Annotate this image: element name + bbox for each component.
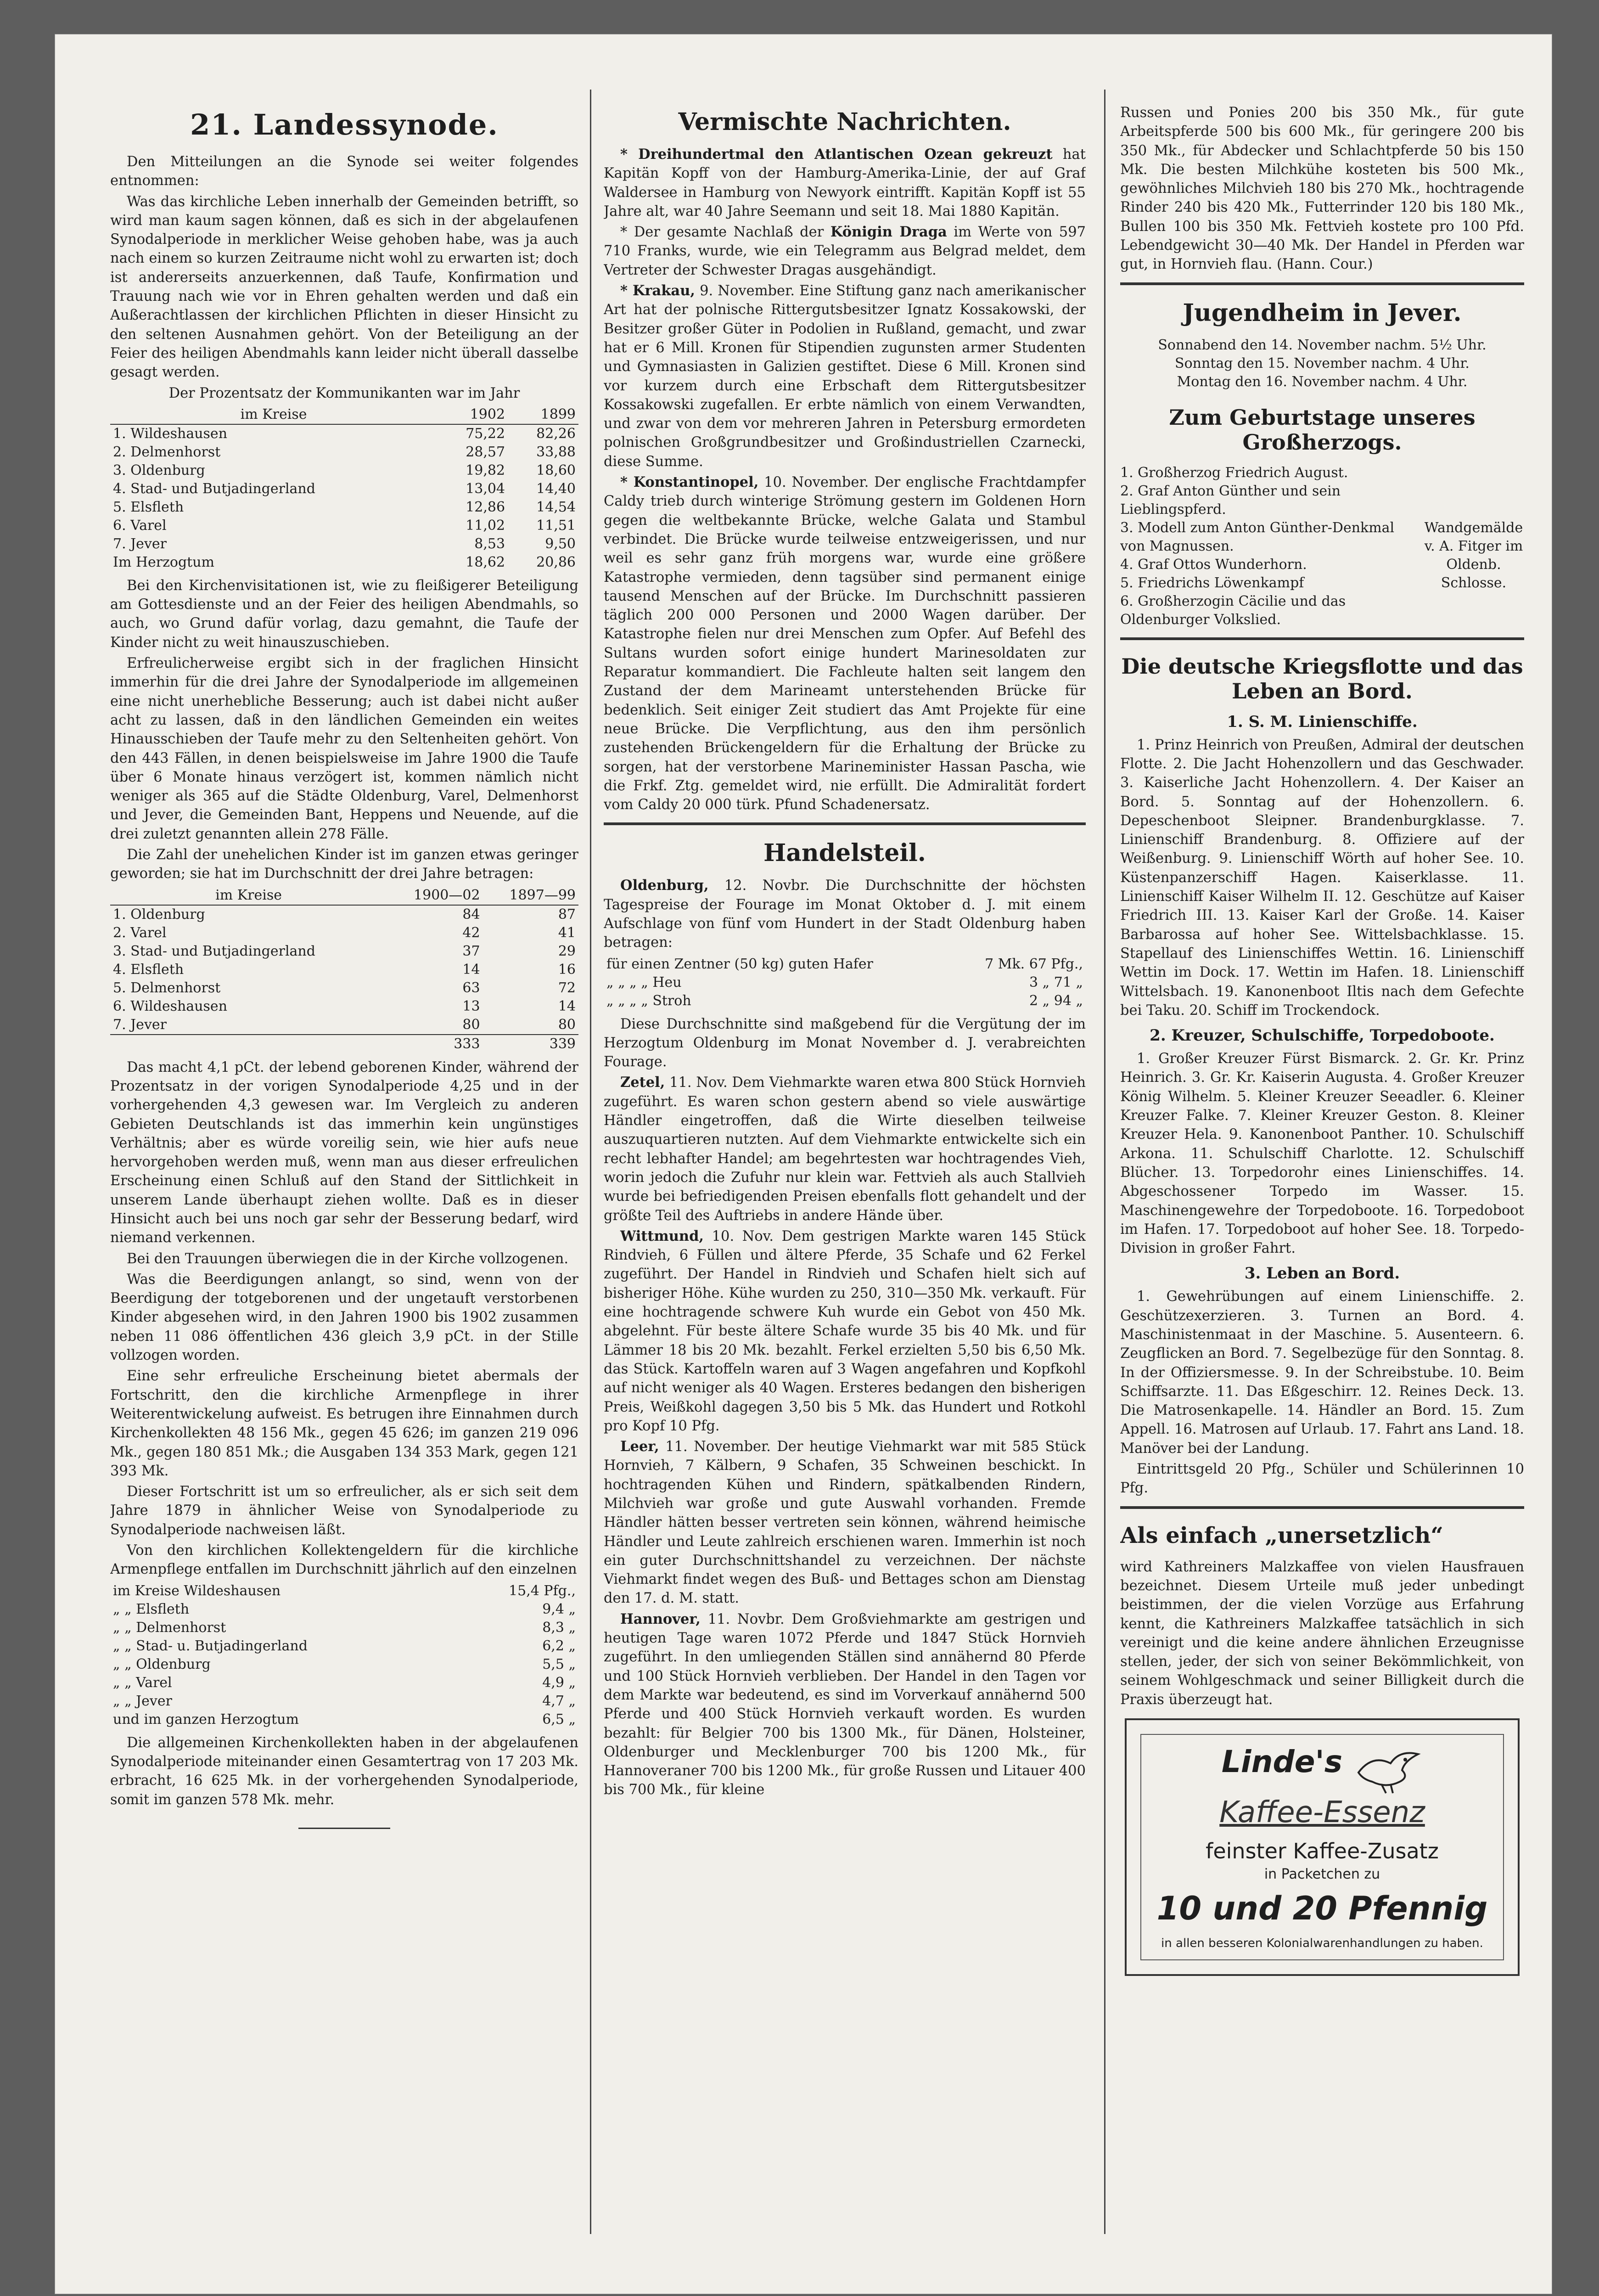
- event-date: Sonntag den 15. November nachm. 4 Uhr.: [1175, 355, 1470, 371]
- table-row: [110, 1582, 578, 1600]
- paragraph: Dieser Fortschritt ist um so erfreulicher, als er sich seit dem Jahre 1879 in ähnlicher Weise von Synodalperiode zu Synodalperiode nachweisen läßt.: [110, 1484, 578, 1538]
- news-lead: * Konstantinopel,: [620, 474, 759, 491]
- table-cell: 15,4 Pfg.,: [509, 1582, 576, 1599]
- program-item: 4. Graf Ottos Wunderhorn.: [1120, 556, 1307, 573]
- table-cell: 11,02: [466, 517, 505, 534]
- illegitimate-births-table: [110, 886, 578, 1053]
- end-rule: [298, 1828, 390, 1829]
- table-cell: 2 „ 94 „: [1029, 992, 1083, 1009]
- subsection-title: 2. Kreuzer, Schulschiffe, Torpedoboote.: [1150, 1026, 1495, 1045]
- table-cell: 1. Oldenburg: [113, 906, 205, 923]
- table-row: [110, 1655, 578, 1674]
- table-cell: 9,50: [545, 535, 576, 552]
- paragraph: 1. Großer Kreuzer Fürst Bismarck. 2. Gr. Kr. Prinz Heinrich. 3. Gr. Kr. Kaiserin Augusta. 4. Großer Kreuzer König Wilhelm. 5. Kleiner Kreuzer Seeadler. 6. Kleiner Kreuzer Falke. 7. Kleiner Kreuzer Geston. 8. Kleiner Kreuzer Hela. 9. Kanonenboot Panther. 10. Schulschiff Arkona. 11. Schulschiff Charlotte. 12. Schulschiff Blücher. 13. Torpedorohr eines Linienschiffes. 14. Abgeschossener Torpedo im Wasser. 15. Maschinengewehre der Torpedoboote. 16. Torpedoboot im Hafen. 17. Torpedoboot auf hoher See. 18. Torpedo-Division in großer Fahrt.: [1120, 1051, 1524, 1257]
- table-cell: 84: [462, 906, 480, 923]
- table-header: im Kreise: [110, 405, 437, 424]
- table-row: [110, 1637, 578, 1655]
- trade-text: 11. November. Der heutige Viehmarkt war mit 585 Stück Hornvieh, 7 Kälbern, 9 Schafen, 35 Schweinen beschickt. In hochtragenden Kühen und Rindern, spätkalbenden Rindern, Milchvieh war große und gute Auswahl vorhanden. Fremde Händler hätten besser vertreten sein können, während heimische Händler und Leute zahlreich erschienen waren. Immerhin ist noch ein guter Durchschnittshandel zu verzeichnen. Der nächste Viehmarkt findet wegen des Buß- und Bettages schon am Dienstag den 17. d. M. statt.: [604, 1439, 1086, 1607]
- table-caption: Der Prozentsatz der Kommunikanten war im Jahr: [168, 385, 520, 401]
- table-row: [110, 424, 578, 443]
- table-cell: 82,26: [536, 425, 576, 442]
- section-title: Vermischte Nachrichten.: [678, 108, 1011, 136]
- table-cell: 16: [558, 961, 576, 978]
- table-row: [110, 905, 578, 924]
- table-cell: 5,5 „: [542, 1656, 576, 1672]
- table-cell: 42: [462, 924, 480, 941]
- ad-text: wird Kathreiners Malzkaffee von vielen Hausfrauen bezeichnet. Diesem Urteile muß jeder unbedingt beistimmen, der die vielen Vorzüge aus Erfahrung kennt, die Kathreiners Malzkaffee tatsächlich in sich vereinigt und die keine andere ähnlichen Erzeugnisse stellen, jeder, der sich von seiner Bekömmlichkeit, von seinem Wohlgeschmack und seiner Billigkeit durch die Praxis überzeugt hat.: [1120, 1559, 1524, 1708]
- trade-place: Hannover,: [620, 1610, 701, 1627]
- trade-text: 11. Nov. Dem Viehmarkte waren etwa 800 Stück Hornvieh zugeführt. Es waren schon gestern abend so viele auswärtige Händler eingetroffen, daß die Wirte dieselben teilweise auszuquartieren nutzten. Auf dem Viehmarkte entwickelte sich ein recht lebhafter Handel; am begehrtesten war hochtragendes Vieh, worin jedoch die Zufuhr nur klein war. Fettvieh als auch Stallvieh wurde bei befriedigenden Preisen ebenfalls flott gehandelt und der größte Teil des Auftriebs in andere Hände über.: [604, 1075, 1086, 1224]
- table-cell: 6,2 „: [542, 1638, 576, 1654]
- table-cell: 339: [483, 1035, 578, 1053]
- column-anzeigen: [1120, 103, 1524, 2216]
- news-item: [604, 145, 1086, 221]
- table-cell: 14: [558, 998, 576, 1014]
- table-cell: 33,88: [536, 444, 576, 460]
- table-cell: 2. Varel: [113, 924, 167, 941]
- program-list: [1120, 464, 1524, 629]
- table-row: [110, 961, 578, 979]
- event-title: Die deutsche Kriegsflotte und das Leben an Bord.: [1121, 653, 1523, 703]
- table-cell: 9,4 „: [542, 1601, 576, 1617]
- table-cell: „ „ Oldenburg: [113, 1656, 211, 1672]
- table-cell: 7. Jever: [113, 535, 167, 552]
- table-cell: 12,86: [466, 499, 505, 515]
- table-cell: 333: [387, 1035, 483, 1053]
- table-cell: „ „ Delmenhorst: [113, 1619, 226, 1636]
- table-cell: 5. Delmenhorst: [113, 979, 221, 996]
- communicants-table: [110, 405, 578, 572]
- table-row: [604, 992, 1086, 1010]
- table-row: [110, 480, 578, 498]
- table-cell: 6. Wildeshausen: [113, 998, 228, 1014]
- table-cell: „ „ Varel: [113, 1674, 172, 1691]
- subsection-title: 1. S. M. Linienschiffe.: [1227, 712, 1418, 731]
- trade-place: Wittmund,: [620, 1227, 704, 1244]
- table-cell: 7. Jever: [113, 1016, 167, 1033]
- program-item: 3. Modell zum Anton Günther-Denkmal von Magnussen.: [1120, 519, 1395, 554]
- ad-description: feinster Kaffee-Zusatz: [1206, 1838, 1439, 1863]
- column-landessynode: [110, 103, 578, 2216]
- table-row: [110, 443, 578, 461]
- trade-text: 12. Novbr. Die Durchschnitte der höchsten Tagespreise der Fourage im Monat Oktober d. J. mit einem Aufschlage von fünf vom Hundert in der Stadt Oldenburg haben betragen:: [604, 878, 1086, 951]
- table-cell: 13: [462, 998, 480, 1014]
- collection-table: [110, 1582, 578, 1729]
- news-name: Königin Draga: [830, 224, 947, 241]
- table-row: [110, 1016, 578, 1035]
- table-cell: 18,62: [466, 554, 505, 570]
- paragraph: Die allgemeinen Kirchenkollekten haben in der abgelaufenen Synodalperiode miteinander einen Gesamtertrag von 17 203 Mk. erbracht, 16 625 Mk. in der vorhergehenden Synodalperiode, somit im ganzen 578 Mk. mehr.: [110, 1734, 578, 1808]
- program-item: 5. Friedrichs Löwenkampf: [1120, 574, 1304, 591]
- table-cell: 8,3 „: [542, 1619, 576, 1636]
- table-cell: 4. Stad- und Butjadingerland: [113, 480, 315, 497]
- ad-packaging: in Packetchen zu: [1264, 1866, 1380, 1882]
- paragraph: Bei den Trauungen überwiegen die in der Kirche vollzogenen.: [127, 1250, 569, 1267]
- trade-item: [604, 1227, 1086, 1435]
- table-cell: 6,5 „: [542, 1711, 576, 1728]
- section-divider: [1120, 282, 1524, 285]
- program-item: 2. Graf Anton Günther und sein Lieblingspferd.: [1120, 483, 1341, 518]
- table-row: [110, 498, 578, 517]
- section-divider: [1120, 637, 1524, 640]
- table-cell: und im ganzen Herzogtum: [113, 1711, 299, 1728]
- table-cell: 4,9 „: [542, 1674, 576, 1691]
- table-cell: 4,7 „: [542, 1693, 576, 1709]
- table-cell: im Kreise Wildeshausen: [113, 1582, 281, 1599]
- table-cell: Im Herzogtum: [113, 554, 214, 570]
- news-text: 10. November. Der englische Frachtdampfer Caldy trieb durch winterige Strömung gestern im Goldenen Horn gegen die weltbekannte Brücke, welche Galata und Stambul verbindet. Die Brücke wurde teilweise entzweigerissen, und nur weil es sehr ganz früh morgens war, wurde eine größere Katastrophe vermieden, denn tagsüber sind permanent einige tausend Menschen auf der Brücke. Im Durchschnitt passieren täglich 200 000 Personen und 2000 Wagen darüber. Der Katastrophe fielen nur drei Menschen zum Opfer. Auf Befehl des Sultans wurden sofort einige hundert Marinesoldaten zur Reparatur kommandiert. Die Fachleute halten seit langem den Zustand der dem Marineamt unterstehenden Brücke für bedenklich. Seit einiger Zeit studiert das Amt Projekte für eine neue Brücke. Die Verpflichtung, aus den ihm persönlich zustehenden Brückengeldern für die Erhaltung der Brücke zu sorgen, hat der verstorbene Marineminister Hassan Pascha, wie die Frkf. Ztg. gemeldet wird, nie erfüllt. Die Admiralität fordert vom Caldy 20 000 türk. Pfund Schadenersatz.: [604, 474, 1086, 813]
- trade-place: Leer,: [620, 1438, 659, 1455]
- table-cell: 75,22: [466, 425, 505, 442]
- table-cell: 6. Varel: [113, 517, 167, 534]
- paragraph: Russen und Ponies 200 bis 350 Mk., für gute Arbeitspferde 500 bis 600 Mk., für geringere 200 bis 350 Mk., für Abdecker und Schlachtpferde 50 bis 150 Mk. Die besten Milchkühe kosteten bis 500 Mk., gewöhnliches Milchvieh 180 bis 270 Mk., hochtragende Rinder 240 bis 420 Mk., Futterrinder 120 bis 180 Mk., Bullen 100 bis 350 Mk. Fettvieh kostete pro 100 Pfd. Lebendgewicht 30—40 Mk. Der Handel in Pferden war gut, in Hornvieh flau. (Hann. Cour.): [1120, 105, 1524, 273]
- paragraph: Eine sehr erfreuliche Erscheinung bietet abermals der Fortschritt, den die kirchliche Armenpflege in ihrer Weiterentwickelung aufweist. Es betrugen ihre Einnahmen durch Kirchenkollekten 48 156 Mk., gegen 45 626; im ganzen 219 096 Mk., gegen 180 851 Mk.; die Ausgaben 134 353 Mark, gegen 121 393 Mk.: [110, 1368, 578, 1479]
- table-header: im Kreise: [110, 886, 387, 905]
- newspaper-page: [55, 34, 1552, 2294]
- news-item: [604, 473, 1086, 814]
- table-row: [110, 1711, 578, 1729]
- paragraph: Den Mitteilungen an die Synode sei weiter folgendes entnommen:: [110, 154, 578, 189]
- event-date: Sonnabend den 14. November nachm. 5½ Uhr.: [1158, 337, 1487, 353]
- table-row: [604, 955, 1086, 974]
- trade-item: [604, 1437, 1086, 1608]
- table-row: [110, 997, 578, 1016]
- paragraph: Was das kirchliche Leben innerhalb der Gemeinden betrifft, so wird man kaum sagen können, daß es sich in der abgelaufenen Synodalperiode in merklicher Weise gehoben habe, was ja auch nach einem so kurzen Zeitraume nicht wohl zu erwarten ist; doch ist andererseits anzuerkennen, daß Taufe, Konfirmation und Trauung nach wie vor in Ehren gehalten werden und daß ein Außerachtlassen der kirchlichen Pflichten in dieser Hinsicht zu den seltenen Ausnahmen gehört. Von der Beteiligung an der Feier des heiligen Abendmahls kann leider nicht überall dasselbe gesagt werden.: [110, 193, 578, 381]
- paragraph: Von den kirchlichen Kollektengeldern für die kirchliche Armenpflege entfallen im Durchschnitt jährlich auf den einzelnen: [110, 1542, 578, 1578]
- program-item: 1. Großherzog Friedrich August.: [1120, 464, 1348, 481]
- paragraph: 1. Gewehrübungen auf einem Linienschiffe. 2. Geschützexerzieren. 3. Turnen an Bord. 4. Maschinistenmaat in der Maschine. 5. Ausenteern. 6. Zeugflicken an Bord. 7. Segelbezüge für den Sonntag. 8. In der Offiziersmesse. 9. In der Schreibstube. 10. Beim Schiffsarzte. 11. Das Eßgeschirr. 12. Reines Deck. 13. Die Matrosenkapelle. 14. Händler an Bord. 15. Zum Appell. 16. Matrosen auf Urlaub. 17. Fahrt ans Land. 18. Manöver bei der Landung.: [1120, 1289, 1524, 1457]
- table-row: [110, 979, 578, 997]
- table-cell: 14,54: [536, 499, 576, 515]
- trade-item: [604, 1073, 1086, 1225]
- news-text: 9. November. Eine Stiftung ganz nach amerikanischer Art hat der polnische Rittergutsbesitzer Ignatz Kossakowski, der Besitzer großer Güter in Podolien in Rußland, gemacht, und zwar hat er 6 Mill. Kronen für Stipendien zugunsten armer Studenten und Gymnasiasten in Galizien gestiftet. Diese 6 Mill. Kronen sind vor kurzem durch eine Erbschaft dem Rittergutsbesitzer Kossakowski zugefallen. Er erbte nämlich von einem Verwandten, und zwar von dem vor mehreren Jahren in Petersburg ermordeten polnischen Großgrundbesitzer und Großindustriellen Czarnecki, diese Summe.: [604, 283, 1086, 470]
- paragraph: Das macht 4,1 pCt. der lebend geborenen Kinder, während der Prozentsatz in der vorigen Synodalperiode 4,25 und in der vorhergehenden 4,3 gewesen war. Im Vergleich zu anderen Gebieten Deutschlands ist das immerhin kein ungünstiges Verhältnis; aber es würde voreilig sein, wie hier aufs neue hervorgehoben werden muß, wenn man aus dieser erfreulichen Erscheinung einen Schluß auf den Stand der Sittlichkeit in unserem Lande überhaupt ziehen wollte. Daß es in dieser Hinsicht auch bei uns noch gar sehr der Besserung bedarf, wird niemand verkennen.: [110, 1059, 578, 1246]
- news-text: im Werte von 597 710 Franks, wurde, wie ein Telegramm aus Belgrad meldet, dem Vertreter der Schwester Dragas ausgehändigt.: [604, 224, 1086, 278]
- paragraph: Was die Beerdigungen anlangt, so sind, wenn von der Beerdigung der totgeborenen und der ungetauft verstorbenen Kinder abgesehen wird, in den Jahren 1900 bis 1902 zusammen neben 11 086 öffentlichen 436 gleich 3,9 pCt. in der Stille vollzogen worden.: [110, 1271, 578, 1364]
- table-row: [110, 1600, 578, 1619]
- table-cell: 7 Mk. 67 Pfg.,: [985, 956, 1083, 972]
- table-cell: 4. Elsfleth: [113, 961, 184, 978]
- subsection-title: 3. Leben an Bord.: [1244, 1264, 1400, 1283]
- table-cell: 3. Oldenburg: [113, 462, 205, 478]
- paragraph: 1. Prinz Heinrich von Preußen, Admiral der deutschen Flotte. 2. Die Jacht Hohenzollern und das Geschwader. 3. Kaiserliche Jacht Hohenzollern. 4. Der Kaiser an Bord. 5. Sonntag auf der Hohenzollern. 6. Depeschenboot Sleipner. Brandenburgklasse. 7. Linienschiff Brandenburg. 8. Offiziere auf der Weißenburg. 9. Linienschiff Wörth auf hoher See. 10. Küstenpanzerschiff Hagen. Kaiserklasse. 11. Linienschiff Kaiser Wilhelm II. 12. Geschütze auf Kaiser Friedrich III. 13. Kaiser Karl der Große. 14. Kaiser Barbarossa auf hoher See. Wittelsbachklasse. 15. Stapellauf des Linienschiffes Wettin. 16. Linienschiff Wettin im Dock. 17. Wettin im Hafen. 18. Linienschiff Wittelsbach. 19. Kanonenboot Iltis nach dem Gefechte bei Taku. 20. Schiff im Trockendock.: [1120, 737, 1524, 1019]
- table-row: [604, 974, 1086, 992]
- trade-text: 11. Novbr. Dem Großviehmarkte am gestrigen und heutigen Tage waren 1072 Pferde und 1847 Stück Hornvieh zugeführt. In den umliegenden Ställen sind annähernd 80 Pferde und 100 Stück Hornvieh verblieben. Der Handel in den Tagen vor dem Markte war bedeutend, es sind im Vorverkauf annähernd 500 Pferde und 400 Stück Hornvieh verkauft worden. Es wurden bezahlt: für Belgier 700 bis 1300 Mk., für Dänen, Holsteiner, Oldenburger und Mecklenburger 700 bis 1200 Mk., für Hannoveraner 700 bis 1200 Mk., für große Russen und Litauer 400 bis 700 Mk., für kleine: [604, 1611, 1086, 1798]
- linde-advertisement: [1125, 1718, 1520, 1976]
- news-text: hat Kapitän Kopff von der Hamburg-Amerika-Linie, der auf Graf Waldersee in Hamburg von Newyork eintrifft. Kapitän Kopff ist 55 Jahre alt, war 40 Jahre Seemann und seit 18. Mai 1880 Kapitän.: [604, 146, 1086, 219]
- table-row: [110, 553, 578, 572]
- ad-availability: in allen besseren Kolonialwarenhandlungen zu haben.: [1161, 1936, 1483, 1950]
- table-cell: [110, 1035, 387, 1053]
- table-cell: 2. Delmenhorst: [113, 444, 221, 460]
- table-header: 1899: [508, 405, 578, 424]
- table-row: [110, 517, 578, 535]
- table-cell: 29: [558, 943, 576, 959]
- ad-title: Als einfach „unersetzlich“: [1120, 1522, 1443, 1548]
- table-cell: 63: [462, 979, 480, 996]
- event-date: Montag den 16. November nachm. 4 Uhr.: [1177, 373, 1468, 390]
- table-row: [110, 535, 578, 553]
- section-divider: [604, 822, 1086, 825]
- column-divider: [590, 90, 591, 2234]
- ad-brand: Linde's: [1221, 1744, 1343, 1780]
- trade-place: Oldenburg,: [620, 877, 709, 894]
- table-cell: 37: [462, 943, 480, 959]
- section-title: Handelsteil.: [763, 839, 926, 867]
- table-cell: „ „ Stad- u. Butjadingerland: [113, 1638, 308, 1654]
- paragraph: Die Zahl der unehelichen Kinder ist im ganzen etwas geringer geworden; sie hat im Durchschnitt der drei Jahre betragen:: [110, 847, 578, 882]
- paragraph: Bei den Kirchenvisitationen ist, wie zu fleißigerer Beteiligung am Gottesdienste und an der Feier des heiligen Abendmahls, so auch, wo Grund dafür vorlag, dazu gemahnt, die Taufe der Kinder nicht zu weit hinauszuschieben.: [110, 577, 578, 651]
- table-row: [110, 1619, 578, 1637]
- table-row: [110, 1674, 578, 1692]
- column-divider: [1104, 90, 1105, 2234]
- ad-product: Kaffee-Essenz: [1219, 1795, 1425, 1829]
- table-cell: 14,40: [536, 480, 576, 497]
- table-sum-row: [110, 1035, 578, 1053]
- news-lead: * Dreihundertmal den Atlantischen Ozean gekreuzt: [620, 146, 1053, 163]
- table-cell: „ „ „ „ Heu: [606, 974, 682, 990]
- ad-price: 10 und 20 Pfennig: [1156, 1889, 1488, 1927]
- bird-icon: [1354, 1745, 1423, 1795]
- table-cell: 41: [558, 924, 576, 941]
- table-header: 1900—02: [387, 886, 483, 905]
- table-header: 1902: [437, 405, 508, 424]
- table-cell: 13,04: [466, 480, 505, 497]
- table-cell: „ „ Jever: [113, 1693, 172, 1709]
- fourage-table: [604, 955, 1086, 1010]
- table-cell: 80: [462, 1016, 480, 1033]
- table-cell: 14: [462, 961, 480, 978]
- trade-text: 10. Nov. Dem gestrigen Markte waren 145 Stück Rindvieh, 6 Füllen und ältere Pferde, 35 Schafe und 62 Ferkel zugeführt. Der Handel in Rindvieh und Schafen hielt sich auf bisheriger Höhe. Kühe wurden zu 250, 310—350 Mk. verkauft. Für eine hochtragende schwere Kuh wurde ein Gebot von 450 Mk. abgelehnt. Für beste ältere Schafe wurde 35 bis 40 Mk. und für Lämmer 18 bis 20 Mk. bezahlt. Ferkel erzielten 5,50 bis 6,50 Mk. das Stück. Kartoffeln waren auf 3 Wagen angefahren und Kopfkohl auf nicht weniger als 40 Wagen. Ersteres bedangen den bisherigen Preis, Weißkohl dagegen 3,50 bis 5 Mk. das Hundert und Rotkohl pro Kopf 10 Pfg.: [604, 1228, 1086, 1434]
- news-item: [604, 223, 1086, 280]
- program-note: Wandgemälde v. A. Fitger im Oldenb. Schlosse.: [1424, 519, 1523, 591]
- trade-item: [604, 1610, 1086, 1800]
- table-row: [110, 924, 578, 942]
- table-cell: 80: [558, 1016, 576, 1033]
- table-cell: 18,60: [536, 462, 576, 478]
- table-cell: 28,57: [466, 444, 505, 460]
- paragraph: Diese Durchschnitte sind maßgebend für die Vergütung der im Herzogtum Oldenburg im Monat November d. J. verabreichten Fourage.: [604, 1016, 1086, 1070]
- news-lead: * Der gesamte Nachlaß der: [620, 224, 824, 241]
- table-cell: 3 „ 71 „: [1029, 974, 1083, 990]
- news-lead: * Krakau,: [620, 282, 695, 299]
- table-cell: für einen Zentner (50 kg) guten Hafer: [606, 956, 873, 972]
- table-cell: „ „ „ „ Stroh: [606, 992, 691, 1009]
- table-cell: 5. Elsfleth: [113, 499, 184, 515]
- table-header: 1897—99: [483, 886, 578, 905]
- table-cell: 11,51: [536, 517, 576, 534]
- trade-item: [604, 876, 1086, 952]
- paragraph: Erfreulicherweise ergibt sich in der fraglichen Hinsicht immerhin für die drei Jahre der Synodalperiode im allgemeinen eine nicht unerhebliche Besserung; auch ist dabei nicht außer acht zu lassen, daß in den ländlichen Gemeinden ein weites Hinausschieben der Taufe mehr zu den Seltenheiten gehört. Von den 443 Fällen, in denen beispielsweise im Jahre 1900 die Taufe über 6 Monate hinaus verzögert ist, kommen nämlich nicht weniger als 365 auf die Städte Oldenburg, Varel, Delmenhorst und Jever, die Gemeinden Bant, Heppens und Neuende, auf die drei zuletzt genannten allein 278 Fälle.: [110, 655, 578, 842]
- event-title: Jugendheim in Jever.: [1183, 298, 1462, 327]
- trade-place: Zetel,: [620, 1074, 665, 1091]
- table-cell: 3. Stad- und Butjadingerland: [113, 943, 315, 959]
- table-row: [110, 461, 578, 480]
- event-title: Zum Geburtstage unseres Großherzogs.: [1169, 405, 1476, 455]
- table-cell: 1. Wildeshausen: [113, 425, 228, 442]
- table-cell: 87: [558, 906, 576, 923]
- table-row: [110, 942, 578, 961]
- table-cell: 19,82: [466, 462, 505, 478]
- news-item: [604, 281, 1086, 471]
- table-cell: „ „ Elsfleth: [113, 1601, 190, 1617]
- table-row: [110, 1692, 578, 1711]
- section-divider: [1120, 1506, 1524, 1509]
- article-title: 21. Landessynode.: [190, 108, 499, 141]
- table-cell: 72: [558, 979, 576, 996]
- program-item: 6. Großherzogin Cäcilie und das Oldenburger Volkslied.: [1120, 593, 1346, 628]
- admission-note: Eintrittsgeld 20 Pfg., Schüler und Schülerinnen 10 Pfg.: [1120, 1461, 1524, 1497]
- table-cell: 8,53: [474, 535, 505, 552]
- column-nachrichten: [604, 103, 1086, 2216]
- table-cell: 20,86: [536, 554, 576, 570]
